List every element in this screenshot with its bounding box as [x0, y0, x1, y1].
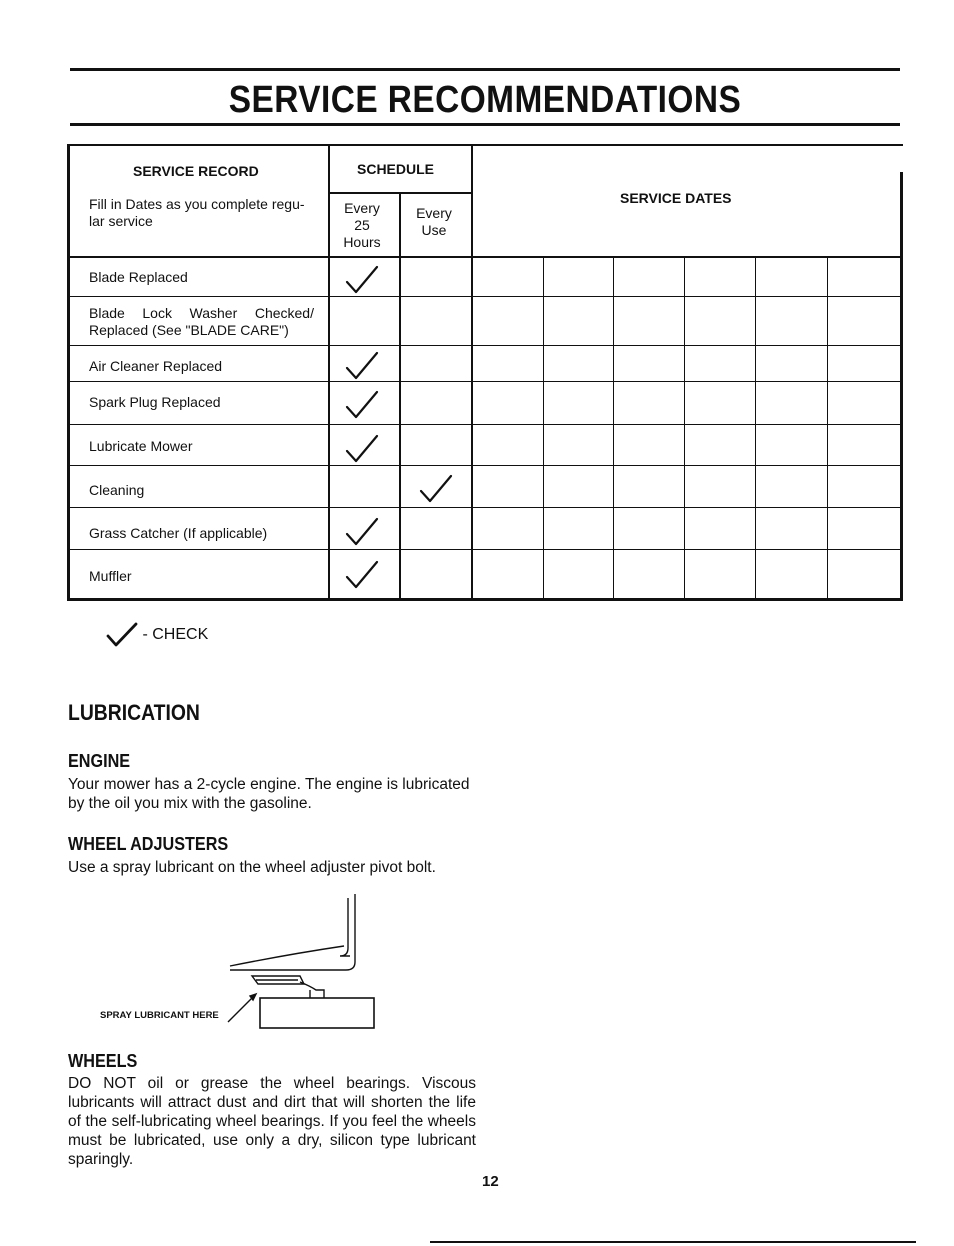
bottom-rule	[430, 1241, 916, 1243]
checkmark-icon	[345, 390, 379, 420]
service-record-header: SERVICE RECORD	[133, 163, 259, 179]
row-label-spark-plug: Spark Plug Replaced	[89, 394, 221, 410]
checkmark-icon	[345, 265, 379, 295]
checkmark-icon	[345, 351, 379, 381]
row-label-blade-lock-washer: Blade Lock Washer Checked/ Replaced (See "BLADE CARE")	[89, 305, 314, 338]
wheels-text: DO NOT oil or grease the wheel bearings. Viscous lubricants will attract dust and dirt that will shorten the life of the self-lubricating wheel bearings. If you feel the wheels must be lubricated, use only a dry, silicon type lubricant sparingly.	[68, 1075, 476, 1168]
every-25-hours-line2: 25	[354, 217, 370, 233]
page-title: SERVICE RECOMMENDATIONS	[228, 79, 742, 121]
checkmark-icon	[106, 622, 138, 648]
checkmark-icon	[345, 517, 379, 547]
every-25-hours-line1: Every	[344, 200, 380, 216]
row-label-blade-replaced: Blade Replaced	[89, 269, 188, 285]
row-label-cleaning: Cleaning	[89, 482, 145, 498]
check-legend-label: - CHECK	[142, 626, 209, 644]
check-legend	[106, 622, 208, 648]
lubrication-heading: LUBRICATION	[68, 700, 200, 725]
service-dates-header: SERVICE DATES	[620, 190, 732, 206]
figure-caption: SPRAY LUBRICANT HERE	[100, 1010, 219, 1021]
engine-text: Your mower has a 2-cycle engine. The engine is lubricated by the oil you mix with the gasoline.	[68, 776, 470, 812]
service-record-note: Fill in Dates as you complete regu-lar service	[89, 196, 305, 229]
title-bottom-rule	[70, 123, 900, 126]
every-25-hours-line3: Hours	[343, 234, 381, 250]
service-record-table	[67, 144, 903, 601]
engine-heading: ENGINE	[68, 751, 131, 771]
wheel-adjusters-heading: WHEEL ADJUSTERS	[68, 834, 229, 854]
row-label-air-cleaner: Air Cleaner Replaced	[89, 358, 223, 374]
every-25-hours-header	[337, 200, 387, 251]
page-number: 12	[482, 1173, 499, 1190]
every-use-line1: Every	[416, 205, 452, 221]
row-label-grass-catcher: Grass Catcher (If applicable)	[89, 525, 268, 541]
checkmark-icon	[419, 474, 453, 504]
wheels-heading: WHEELS	[68, 1051, 138, 1071]
row-label-lubricate-mower: Lubricate Mower	[89, 438, 193, 454]
row-label-muffler: Muffler	[89, 568, 132, 584]
title-top-rule	[70, 68, 900, 71]
every-use-header	[409, 205, 459, 239]
schedule-header: SCHEDULE	[357, 161, 435, 177]
checkmark-icon	[345, 434, 379, 464]
wheel-adjuster-illustration	[220, 890, 380, 1032]
wheel-adjusters-text: Use a spray lubricant on the wheel adjuster pivot bolt.	[68, 859, 436, 876]
checkmark-icon	[345, 560, 379, 590]
every-use-line2: Use	[421, 222, 447, 238]
